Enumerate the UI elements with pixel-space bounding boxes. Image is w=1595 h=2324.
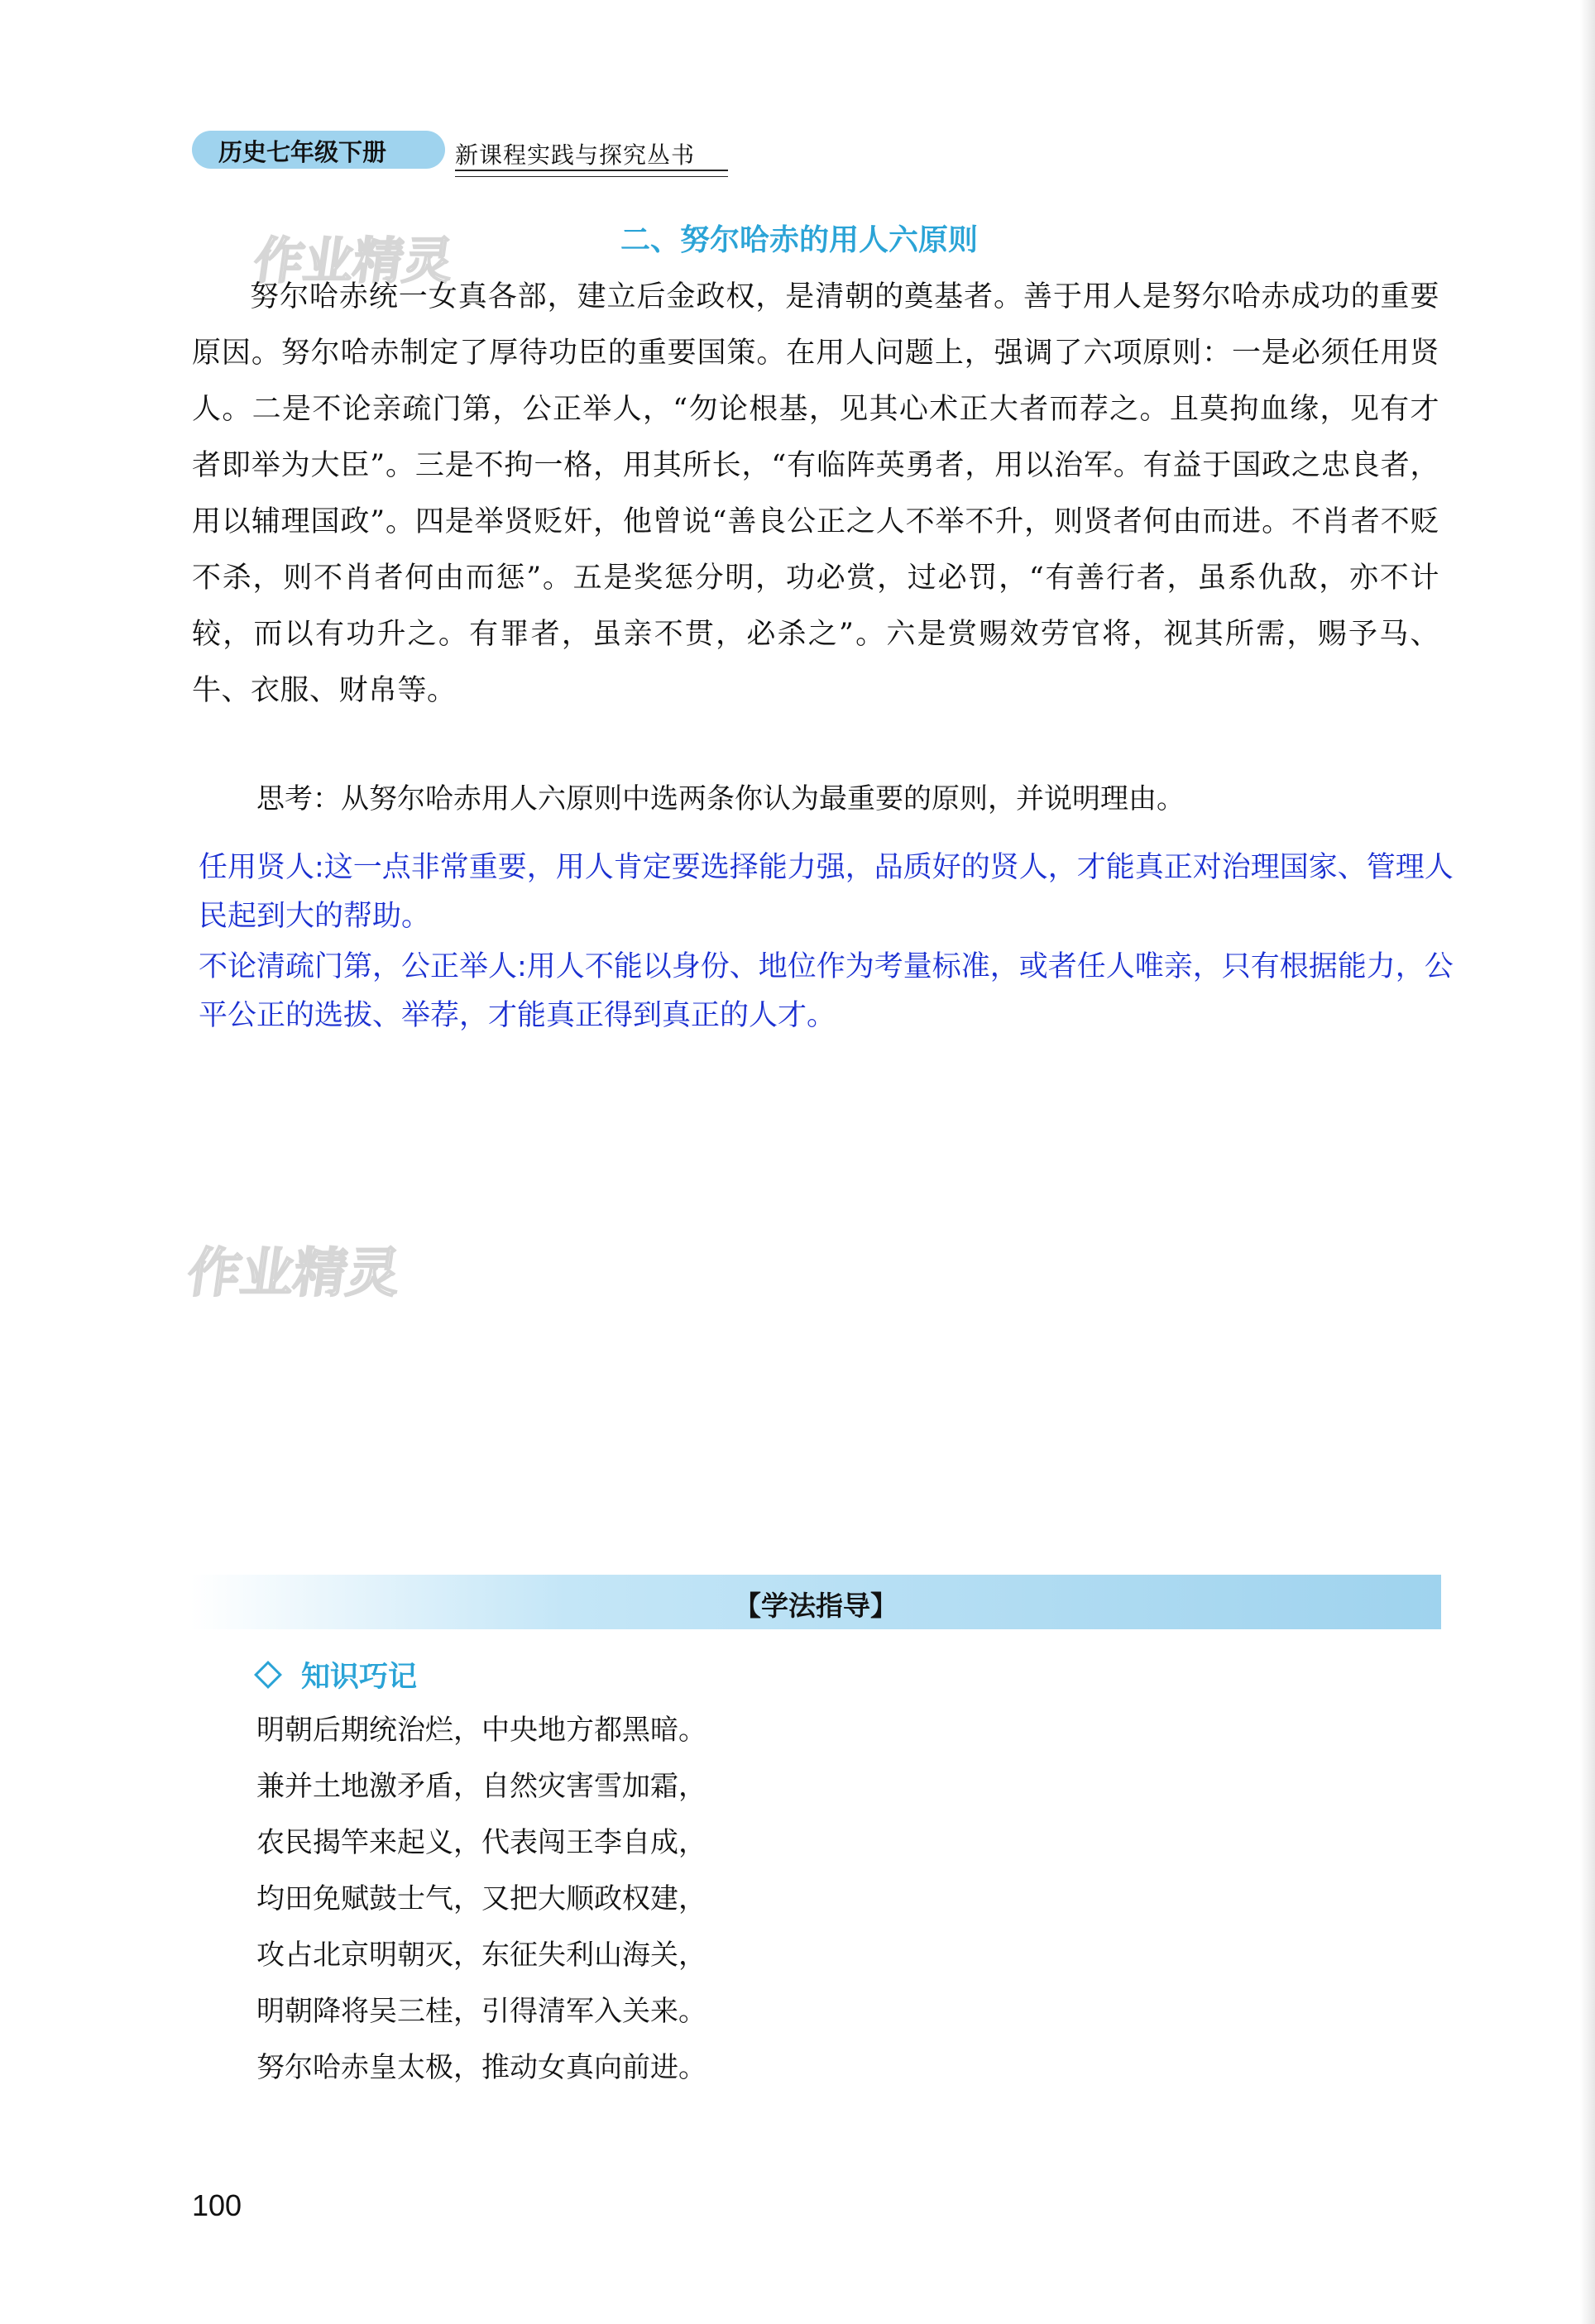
rhyme-line: 明朝后期统治烂，中央地方都黑暗。 (256, 1714, 706, 1747)
rhyme-line: 攻占北京明朝灭，东征失利山海关， (256, 1939, 706, 1972)
section-body: 努尔哈赤统一女真各部，建立后金政权，是清朝的奠基者。善于用人是努尔哈赤成功的重要原因。努尔哈赤制定了厚待功臣的重要国策。在用人问题上，强调了六项原则：一是必须任用贤人。二是不论亲疏门第，公正举人，“勿论根基，见其心术正大者而荐之。且莫拘血缘，见有才者即举为大臣”。三是不拘一格，用其所长，“有临阵英勇者，用以治军。有益于国政之忠良者，用以辅理国政”。四是举贤贬奸，他曾说“善良公正之人不举不升，则贤者何由而进。不肖者不贬不杀，则不肖者何由而惩”。五是奖惩分明，功必赏，过必罚，“有善行者，虽系仇敌，亦不计较，而以有功升之。有罪者，虽亲不贯，必杀之”。六是赏赐效劳官将，视其所需，赐予马、牛、衣服、财帛等。 (192, 280, 1439, 707)
study-guide-banner (190, 1575, 1441, 1629)
section-title: 二、努尔哈赤的用人六原则 (620, 223, 979, 257)
page-number: 100 (192, 2188, 242, 2222)
watermark-top: 作业精灵 (250, 232, 457, 290)
rhyme-list (256, 1702, 706, 2096)
knowledge-subheading-label: 知识巧记 (301, 1661, 418, 1694)
book-title: 历史七年级下册 (218, 138, 387, 166)
rhyme-line: 农民揭竿来起义，代表闯王李自成， (256, 1826, 706, 1859)
knowledge-subheading (258, 1654, 417, 1695)
think-question: 思考：从努尔哈赤用人六原则中选两条你认为最重要的原则，并说明理由。 (256, 782, 1185, 815)
series-underline (455, 170, 728, 177)
series-name: 新课程实践与探究丛书 (455, 141, 696, 169)
watermark-middle: 作业精灵 (183, 1243, 405, 1304)
rhyme-line: 努尔哈赤皇太极，推动女真向前进。 (256, 2051, 706, 2084)
rhyme-line: 均田免赋鼓士气，又把大顺政权建， (256, 1882, 706, 1915)
book-title-badge (192, 131, 445, 169)
page-edge-shadow (1580, 0, 1595, 2324)
handwritten-answer-1: 任用贤人:这一点非常重要，用人肯定要选择能力强，品质好的贤人，才能真正对治理国家、管理人民起到大的帮助。 (199, 851, 1454, 933)
rhyme-line: 兼并土地激矛盾，自然灾害雪加霜， (256, 1770, 706, 1803)
handwritten-answer-2: 不论清疏门第，公正举人:用人不能以身份、地位作为考量标准，或者任人唯亲，只有根据能力，公平公正的选拔、举荐，才能真正得到真正的人才。 (199, 950, 1454, 1032)
study-guide-banner-label: 【学法指导】 (734, 1590, 898, 1622)
diamond-icon (254, 1661, 282, 1689)
rhyme-line: 明朝降将吴三桂，引得清军入关来。 (256, 1995, 706, 2028)
